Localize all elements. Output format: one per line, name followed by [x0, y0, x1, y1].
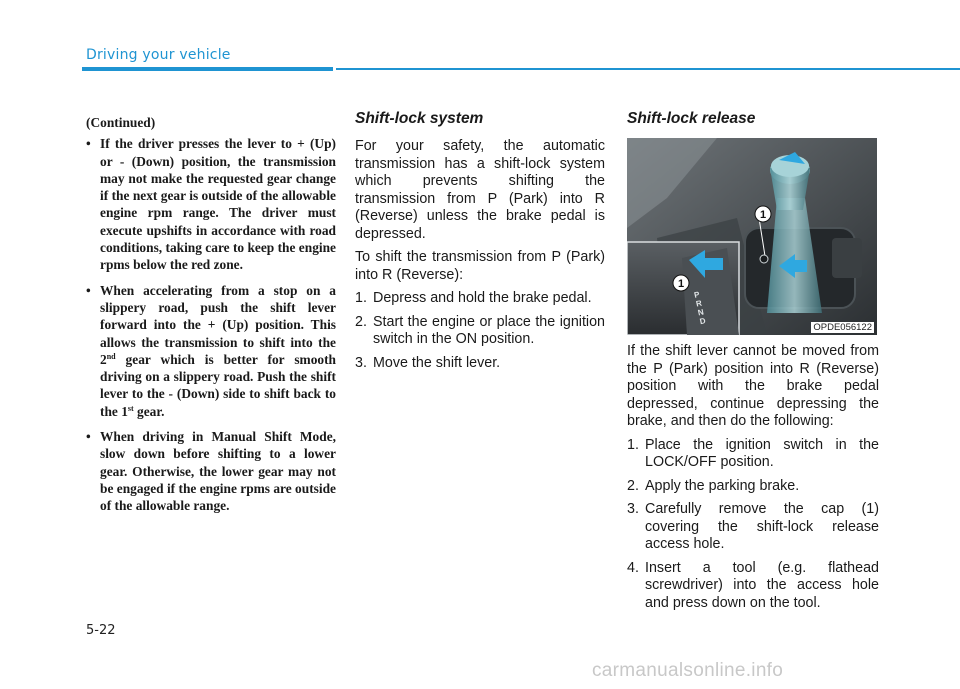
column-shift-lock-release [627, 110, 879, 618]
step-item [627, 437, 879, 472]
shift-console-illustration [627, 138, 877, 335]
step-item [627, 501, 879, 554]
watermark: carmanualsonline.info [592, 660, 784, 681]
step-item [627, 560, 879, 613]
step-item [355, 314, 605, 349]
step-number: 4. [627, 559, 639, 576]
continued-label: (Continued) [86, 115, 156, 130]
column-manual-shift [86, 114, 336, 523]
step-number: 1. [355, 290, 367, 306]
bullet-item: • If the driver presses the lever to + (Up) or - (Down) position, the transmission may not make the requested gear change if the next gear is outside of the allowable engine rpm range. The driver must execute upshifts in accordance with road conditions, taking care to keep the engine rpms below the red zone. [86, 135, 336, 273]
step-text: Depress and hold the brake pedal. [373, 290, 592, 306]
figure-code: OPDE056122 [813, 322, 872, 333]
section-title: Driving your vehicle [86, 47, 231, 63]
step-text: Place the ignition switch in the LOCK/OFF position. [645, 436, 879, 470]
step-number: 2. [355, 313, 367, 330]
callout-badge [754, 205, 772, 223]
gear-letter: N [697, 307, 705, 318]
gear-letter: D [698, 316, 707, 327]
shift-lock-intro: To shift the transmission from P (Park) into R (Reverse): [355, 249, 605, 283]
bullet-text: gear. [133, 403, 165, 419]
step-number: 3. [355, 354, 367, 371]
step-number: 1. [627, 436, 639, 453]
shift-lock-release-heading: Shift-lock release [627, 110, 756, 127]
release-paragraph: If the shift lever cannot be moved from the P (Park) position into R (Reverse) position with the brake pedal depressed, continue depressing the brake, and then do the following: [627, 343, 879, 429]
bullet-item [86, 282, 336, 420]
callout-badge-inset [672, 274, 690, 292]
column-shift-lock-system [355, 110, 605, 378]
ordinal-suffix: st [127, 403, 134, 413]
step-item [627, 478, 879, 496]
step-item [355, 290, 605, 308]
header-rule-thick [82, 67, 333, 71]
shift-lock-paragraph: For your safety, the automatic transmission has a shift-lock system which prevents shifting the transmission from P (Park) into R (Reverse) unless the brake pedal is depressed. [355, 138, 605, 242]
shift-lever-figure [627, 138, 877, 335]
step-text: Start the engine or place the ignition switch in the ON position. [373, 313, 605, 347]
bullet-item: • When driving in Manual Shift Mode, slow down before shifting to a lower gear. Otherwise, the lower gear may not be engaged if the engine rpms are outside of the allowable range. [86, 428, 336, 514]
step-text: Carefully remove the cap (1) covering the shift-lock release access hole. [645, 501, 879, 552]
gear-letter: P [693, 289, 701, 300]
ordinal-suffix: nd [106, 351, 116, 361]
step-text: Insert a tool (e.g. flathead screwdriver) into the access hole and press down on the tool. [645, 559, 879, 611]
shift-lock-system-heading: Shift-lock system [355, 110, 484, 127]
svg-text:1: 1 [677, 278, 685, 290]
bullet-text: gear which is better for smooth driving on a slippery road. Push the shift lever to the - (Down) side to shift back to the 1 [100, 351, 336, 419]
step-item [355, 355, 605, 373]
svg-text:1: 1 [759, 209, 767, 221]
bullet-text: When accelerating from a stop on a slippery road, push the shift lever forward into the + (Up) position. This allows the transmission to shift into the 2 [100, 282, 336, 367]
step-text: Apply the parking brake. [645, 477, 800, 494]
shift-lock-steps [355, 290, 605, 372]
header-rule-thin [336, 68, 960, 70]
step-number: 2. [627, 477, 639, 494]
page-number: 5-22 [86, 623, 116, 638]
gear-letter: R [695, 298, 703, 309]
step-text: Move the shift lever. [373, 354, 501, 371]
release-steps [627, 437, 879, 613]
step-number: 3. [627, 501, 639, 517]
bullet-list [86, 135, 336, 514]
